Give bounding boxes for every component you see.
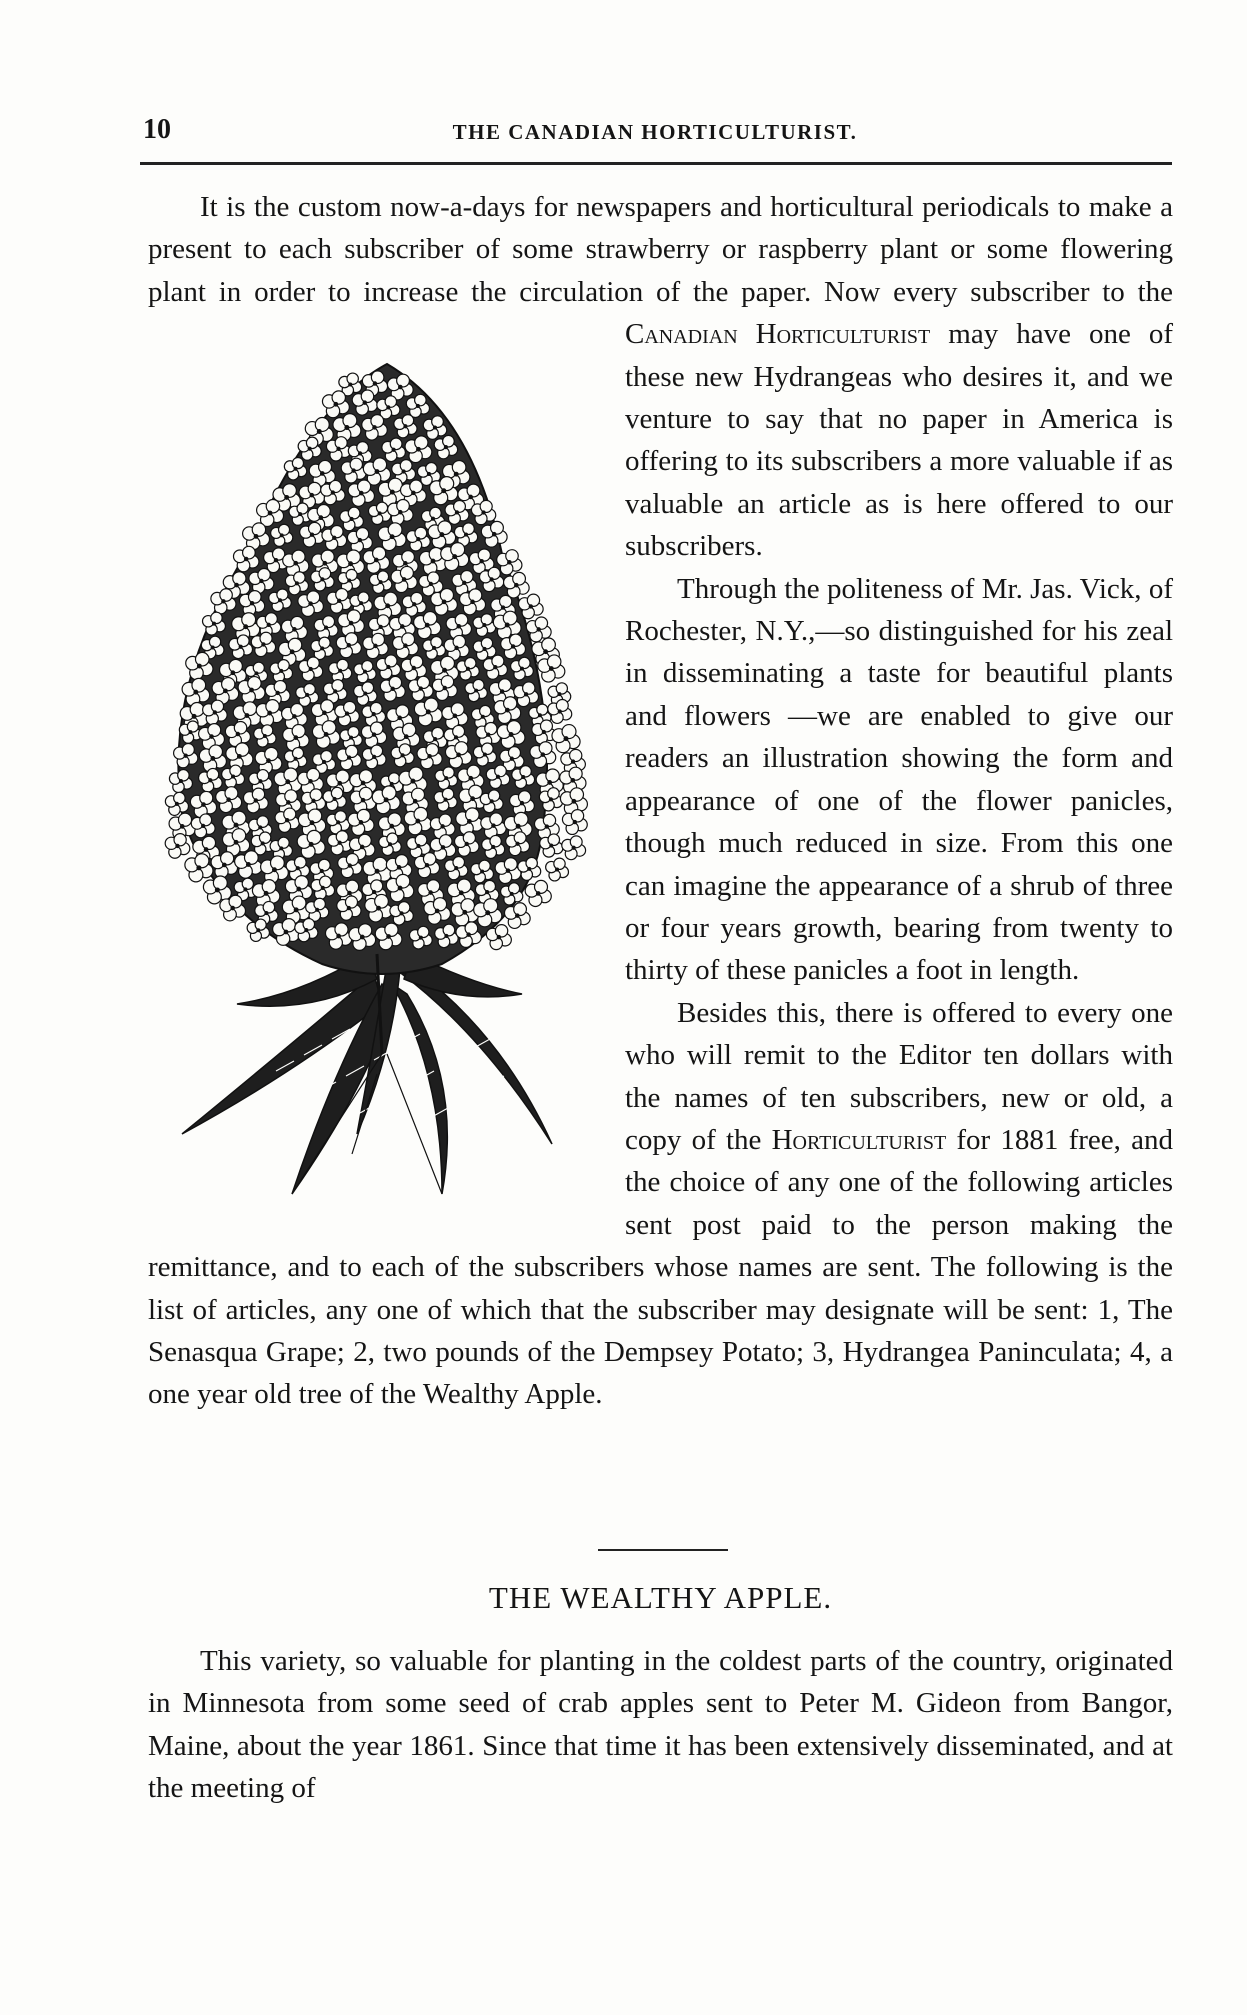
hydrangea-illustration-icon [142,354,607,1212]
running-title: THE CANADIAN HORTICULTURIST. [452,120,858,144]
paragraph-3: Besides this, there is offered to every one who will remit to the Editor ten dollars with the names of ten subscribers, new or old, a copy of the Horticulturist for 1881 free, and the choice of any one of the following articles sent post paid to the person making the remittance, and to each of the subscribers whose names are sent. The following is the list of articles, any one of which that the subscriber may designate will be sent: 1, The Senasqua Grape; 2, two pounds of the Dempsey Potato; 3, Hydrangea Paninculata; 4, a one year old tree of the Wealthy Apple. [148,996,1173,1411]
section-title: THE WEALTHY APPLE. [488,1580,833,1615]
header-rule [140,162,1172,165]
paragraph-2: Through the politeness of Mr. Jas. Vick, of Rochester, N.Y.,—so distinguished for his zeal in disseminating a taste for beautiful plants and flowers —we are enabled to give our readers an illustration showing the form and appearance of one of the flower panicles, though much reduced in size. From this one can imagine the appearance of a shrub of three or four years growth, bearing from twenty to thirty of these panicles a foot in length. [625,572,1173,987]
article-hydrangea [148,186,1173,1416]
paragraph-wealthy: This variety, so valuable for planting in the coldest parts of the country, originated in Minnesota from some seed of crab apples sent to Peter M. Gideon from Bangor, Maine, about the year 1861. Since that time it has been extensively disseminated, and at the meeting of [148,1645,1173,1805]
section-divider [598,1549,728,1551]
article-wealthy-apple [148,1640,1173,1810]
paragraph-1: It is the custom now-a-days for newspapers and horticultural periodicals to make a present to each subscriber of some strawberry or raspberry plant or some flowering plant in order to increase the circulation of the paper. Now every subscriber to the Canadian Horticulturist may have one of these new Hydrangeas who desires it, and we venture to say that no paper in America is offering to its subscribers a more valuable if as valuable an article as is here offered to our subscribers. [148,191,1174,563]
page-header [135,108,1175,148]
page-number: 10 [143,114,171,145]
